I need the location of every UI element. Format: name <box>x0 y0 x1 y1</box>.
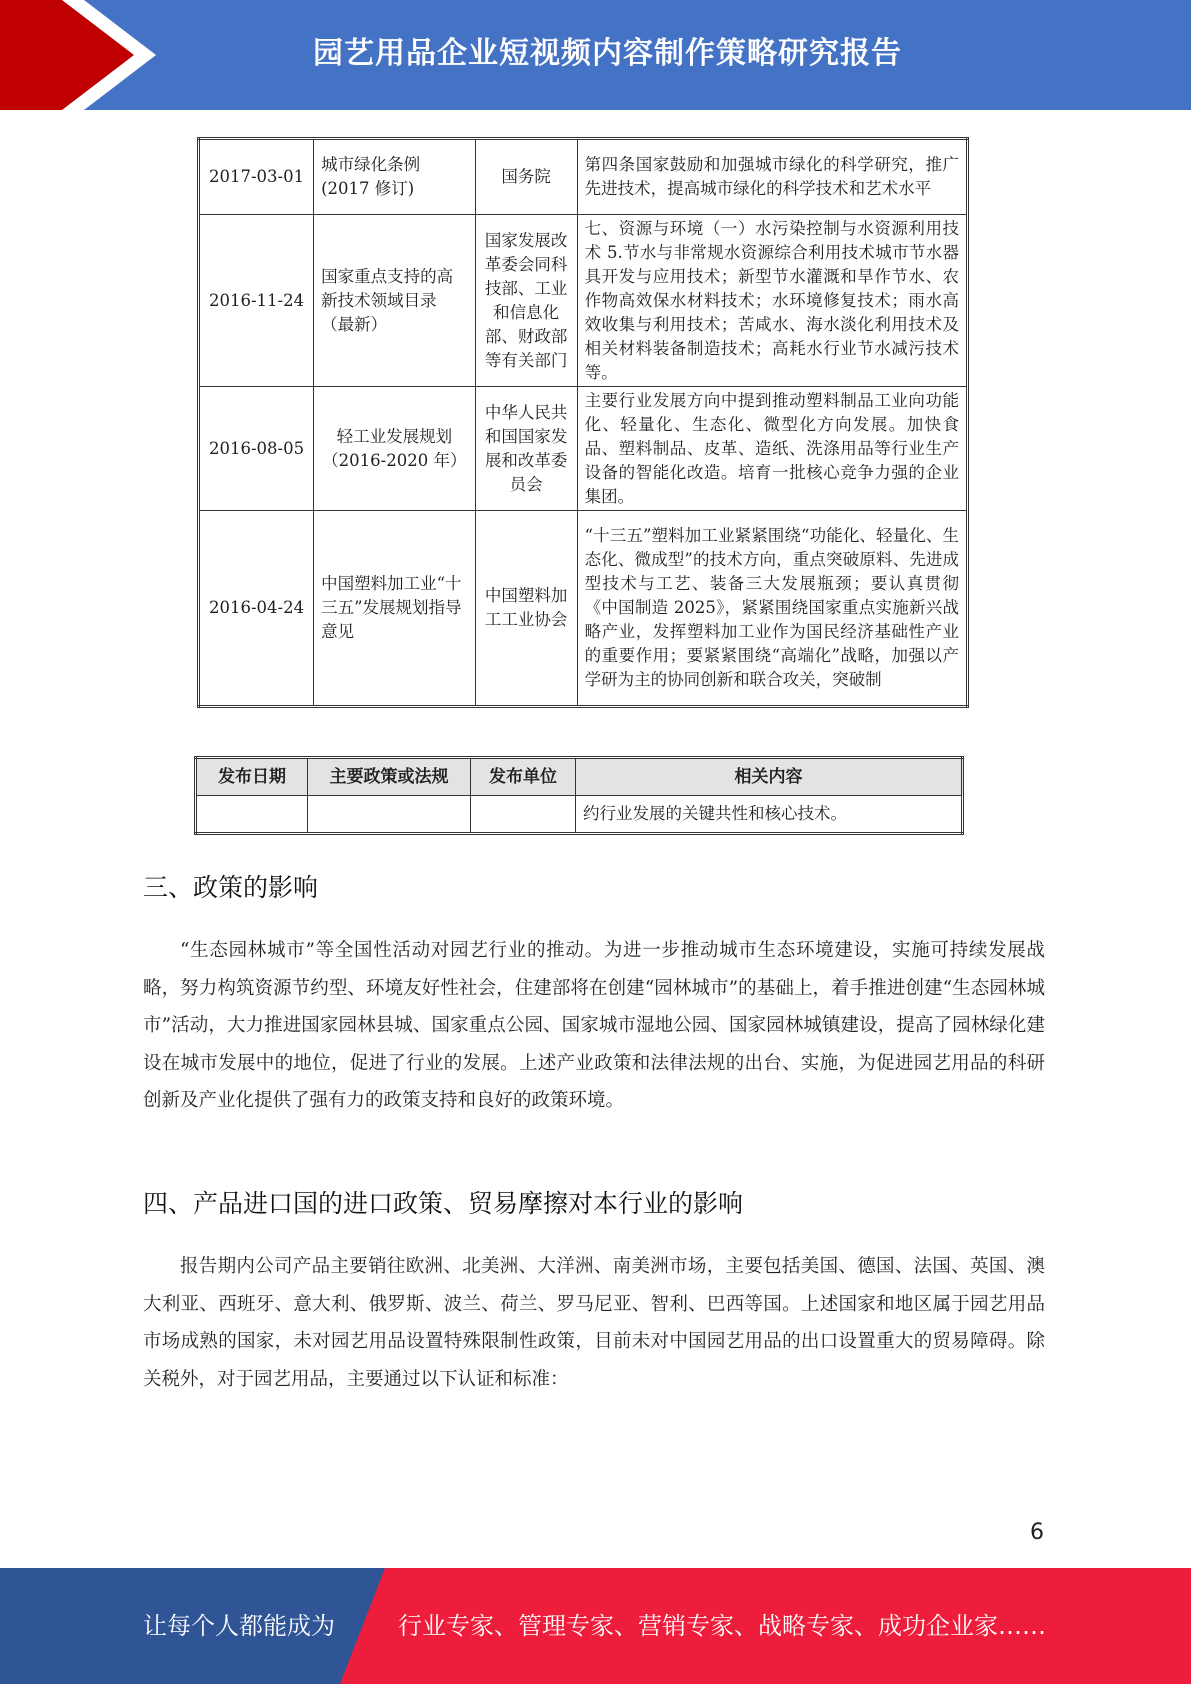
cell-content: 七、资源与环境（一）水污染控制与水资源利用技术 5.节水与非常规水资源综合利用技术城市节水器具开发与应用技术；新型节水灌溉和旱作节水、农作物高效保水材料技术；水环境修复技术；雨水高效收集与利用技术；苦咸水、海水淡化利用技术及相关材料装备制造技术；高耗水行业节水减污技术等。 <box>577 215 967 387</box>
footer-slogan-right: 行业专家、管理专家、营销专家、战略专家、成功企业家…… <box>398 1612 1046 1640</box>
cell-date <box>196 796 308 834</box>
section-paragraph-import-policy: 报告期内公司产品主要销往欧洲、北美洲、大洋洲、南美洲市场，主要包括美国、德国、法国、英国、澳大利亚、西班牙、意大利、俄罗斯、波兰、荷兰、罗马尼亚、智利、巴西等国。上述国家和地区属于园艺用品市场成熟的国家，未对园艺用品设置特殊限制性政策，目前未对中国园艺用品的出口设置重大的贸易障碍。除关税外，对于园艺用品，主要通过以下认证和标准： <box>143 1256 1045 1390</box>
header-date: 发布日期 <box>196 758 308 796</box>
table-row <box>199 139 968 215</box>
cell-issuer <box>471 796 576 834</box>
cell-policy-name: 城市绿化条例(2017 修订) <box>314 139 476 215</box>
page-number: 6 <box>1030 1520 1044 1545</box>
section-heading-import-policy: 四、产品进口国的进口政策、贸易摩擦对本行业的影响 <box>143 1189 744 1218</box>
table-header-row <box>196 758 963 796</box>
policy-table <box>197 137 969 708</box>
cell-date: 2016-04-24 <box>199 511 314 707</box>
cell-issuer: 国家发展改革委会同科技部、工业和信息化部、财政部等有关部门 <box>475 215 577 387</box>
cell-content: 约行业发展的关键共性和核心技术。 <box>576 796 963 834</box>
table-row <box>199 387 968 511</box>
cell-issuer: 中华人民共和国国家发展和改革委员会 <box>475 387 577 511</box>
policy-table-continued <box>194 756 964 835</box>
cell-content: 主要行业发展方向中提到推动塑料制品工业向功能化、轻量化、生态化、微型化方向发展。加快食品、塑料制品、皮革、造纸、洗涤用品等行业生产设备的智能化改造。培育一批核心竞争力强的企业集团。 <box>577 387 967 511</box>
cell-date: 2017-03-01 <box>199 139 314 215</box>
table-row <box>199 511 968 707</box>
cell-policy-name: 国家重点支持的高新技术领域目录（最新） <box>314 215 476 387</box>
header-policy-name: 主要政策或法规 <box>308 758 471 796</box>
cell-content: 第四条国家鼓励和加强城市绿化的科学研究，推广先进技术，提高城市绿化的科学技术和艺术水平 <box>577 139 967 215</box>
footer-slogan-left: 让每个人都能成为 <box>143 1612 335 1640</box>
section-paragraph-policy-impact: “生态园林城市”等全国性活动对园艺行业的推动。为进一步推动城市生态环境建设，实施可持续发展战略，努力构筑资源节约型、环境友好性社会，住建部将在创建“园林城市”的基础上，着手推进创建“生态园林城市”活动，大力推进国家园林县城、国家重点公园、国家城市湿地公园、国家园林城镇建设，提高了园林绿化建设在城市发展中的地位，促进了行业的发展。上述产业政策和法律法规的出台、实施，为促进园艺用品的科研创新及产业化提供了强有力的政策支持和良好的政策环境。 <box>143 940 1045 1111</box>
cell-issuer: 中国塑料加工工业协会 <box>475 511 577 707</box>
header-content: 相关内容 <box>576 758 963 796</box>
cell-issuer: 国务院 <box>475 139 577 215</box>
cell-policy-name <box>308 796 471 834</box>
page-header <box>0 0 1191 110</box>
report-title: 园艺用品企业短视频内容制作策略研究报告 <box>313 36 902 71</box>
cell-content: “十三五”塑料加工业紧紧围绕“功能化、轻量化、生态化、微成型”的技术方向，重点突破原料、先进成型技术与工艺、装备三大发展瓶颈；要认真贯彻《中国制造 2025》，紧紧围绕国家重点实施新兴战略产业，发挥塑料加工业作为国民经济基础性产业的重要作用；要紧紧围绕“高端化”战略，加强以产学研为主的协同创新和联合攻关，突破制 <box>577 511 967 707</box>
header-issuer: 发布单位 <box>471 758 576 796</box>
table-row <box>199 215 968 387</box>
table-row <box>196 796 963 834</box>
section-heading-policy-impact: 三、政策的影响 <box>143 873 319 902</box>
cell-policy-name: 中国塑料加工业“十三五”发展规划指导意见 <box>314 511 476 707</box>
cell-date: 2016-08-05 <box>199 387 314 511</box>
cell-policy-name: 轻工业发展规划（2016-2020 年） <box>314 387 476 511</box>
cell-date: 2016-11-24 <box>199 215 314 387</box>
page-footer <box>0 1568 1191 1684</box>
